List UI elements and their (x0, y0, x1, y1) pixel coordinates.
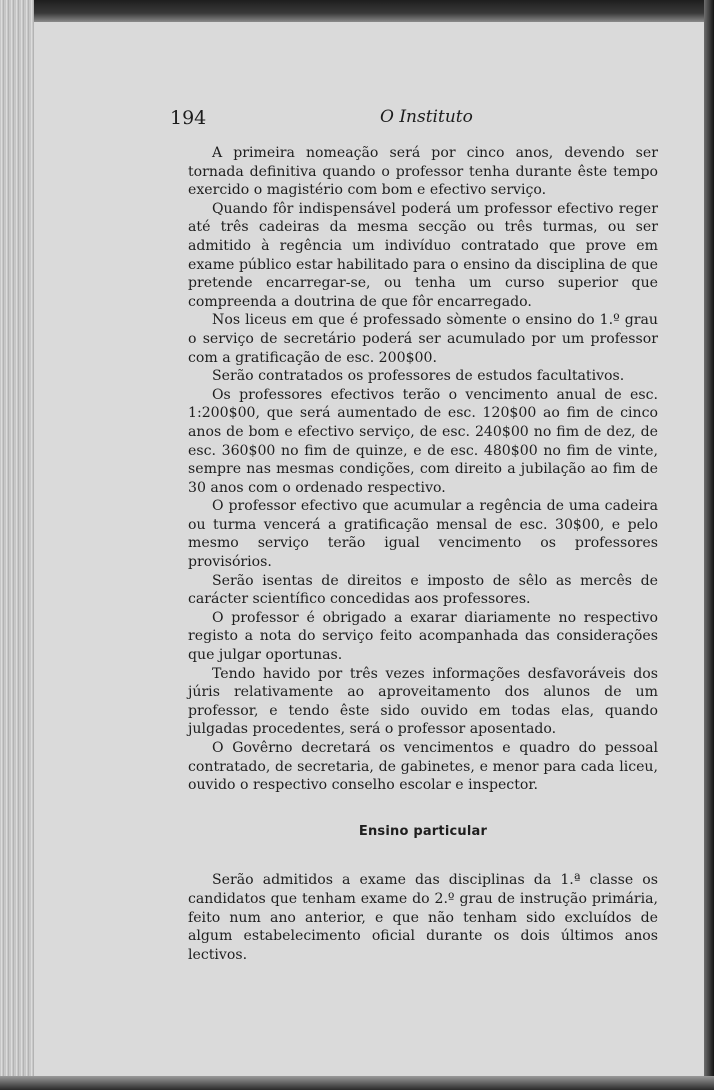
book-bottom-edge (0, 1076, 714, 1090)
page-body (188, 144, 658, 964)
paragraph: Nos liceus em que é professado sòmente o ensino do 1.º grau o serviço de secretário poderá ser acumulado por um professor com a gratificação de esc. 200$00. (188, 312, 658, 366)
page-header (34, 107, 704, 133)
book-right-shadow (704, 0, 714, 1090)
paragraph: O professor efectivo que acumular a regência de uma cadeira ou turma vencerá a gratificação mensal de esc. 30$00, e pelo mesmo serviço terão igual vencimento os professores provisórios. (188, 498, 658, 571)
paragraph: O Govêrno decretará os vencimentos e quadro do pessoal contratado, de secretaria, de gabinetes, e menor para cada liceu, ouvido o respectivo conselho escolar e inspector. (188, 740, 658, 794)
section-heading: Ensino particular (358, 823, 488, 839)
paragraph: Os professores efectivos terão o vencimento anual de esc. 1:200$00, que será aumentado de esc. 120$00 ao fim de cinco anos de bom e efectivo serviço, de esc. 240$00 no fim de dez, de esc. 360$00 no fim de quinze, e de esc. 480$00 no fim de vinte, sempre nas mesmas condições, com direito a jubilação ao fim de 30 anos com o ordenado respectivo. (188, 386, 658, 496)
book-page-stack-edge (0, 0, 34, 1090)
paragraph: O professor é obrigado a exarar diariamente no respectivo registo a nota do serviço feito acompanhada das considerações que julgar oportunas. (188, 609, 658, 664)
paragraph: Tendo havido por três vezes informações desfavoráveis dos júris relativamente ao aproveitamento dos alunos de um professor, e tendo êste sido ouvido em todas elas, quando julgadas procedentes, será o professor aposentado. (188, 665, 658, 738)
paragraph: Quando fôr indispensável poderá um professor efectivo reger até três cadeiras da mesma secção ou três turmas, ou ser admitido à regência um indivíduo contratado que prove em exame público estar habilitado para o ensino da disciplina de que pretende encarregar-se, ou tenha um curso superior que compreenda a doutrina de que fôr encarregado. (188, 200, 658, 310)
paragraph: Serão contratados os professores de estudos facultativos. (212, 368, 625, 385)
running-title: O Instituto (380, 107, 473, 127)
section-paragraph: Serão admitidos a exame das disciplinas da 1.ª classe os candidatos que tenham exame do 2.º grau de instrução primária, feito num ano anterior, e que não tenham sido excluídos de algum estabelecimento oficial durante os dois últimos anos lectivos. (188, 872, 658, 963)
paragraph: A primeira nomeação será por cinco anos, devendo ser tornada definitiva quando o professor tenha durante êste tempo exercido o magistério com bom e efectivo serviço. (188, 145, 658, 199)
book-top-edge (0, 0, 714, 22)
paragraph: Serão isentas de direitos e imposto de sêlo as mercês de carácter scientífico concedidas aos professores. (188, 572, 658, 608)
book-page (34, 22, 704, 1076)
page-number: 194 (170, 107, 207, 129)
